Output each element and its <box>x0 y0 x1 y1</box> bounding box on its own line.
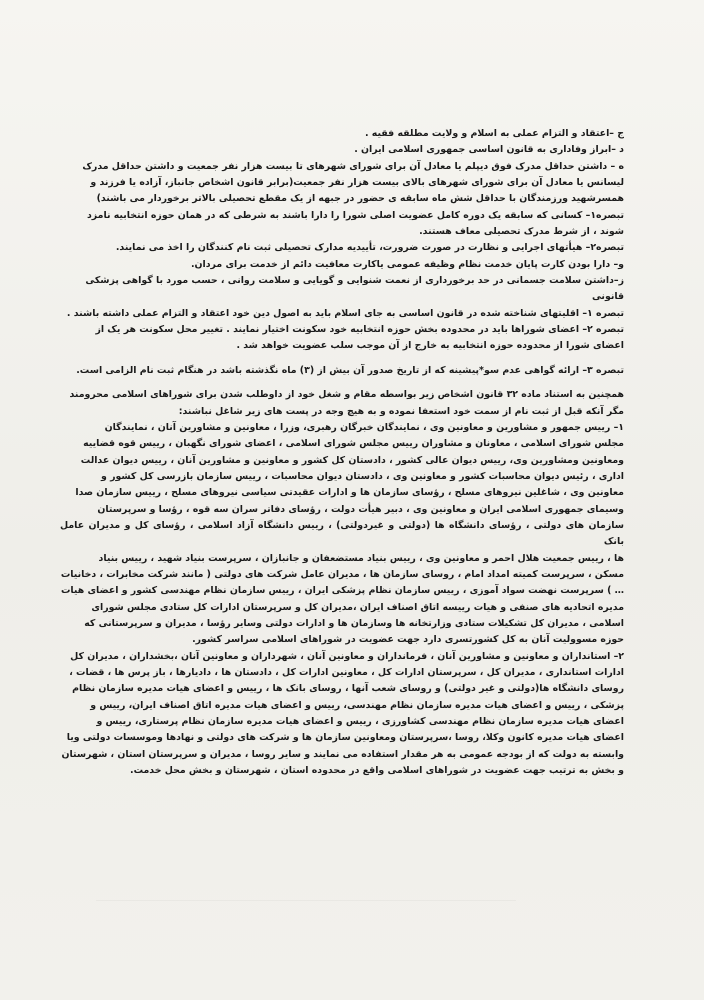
text-line: ه – داشتن حداقل مدرک فوق دیپلم یا معادل آن برای شورای شهرهای تا بیست هزار نفر جمعیت و داشتن حداقل مدرک <box>82 160 624 172</box>
text-line: حوزه مسوولیت آنان به کل کشورتسری دارد جهت عضویت در شوراهای اسلامی سراسر کشور. <box>192 634 624 646</box>
text-line: ۲– استانداران و معاونین و مشاورین آنان ، فرمانداران و معاونین آنان ، شهرداران و معاونین آنان ،بخشداران ، مدیران کل <box>70 650 624 662</box>
text-line: شوند ، از شرط مدرک تحصیلی معاف هستند. <box>419 226 624 238</box>
text-line: روسای دانشگاه ها(دولتی و غیر دولتی) و روسای شعب آنها ، روسای بانک ها ، رییس و اعضای هیات مدیره سازمان نظام <box>72 683 624 695</box>
paper-blemish <box>96 900 516 901</box>
text-line: اسلامی ، مدیران کل تشکیلات ستادی وزارتخانه ها وسازمان ها و ادارات دولتی وسایر رؤسا ، مدیران و سرپرستانی که <box>84 617 624 629</box>
text-line: همچنین به استناد ماده ۳۲ قانون اشخاص زیر بواسطه مقام و شغل خود از داوطلب شدن برای شوراهای اسلامی محرومند <box>69 389 624 401</box>
text-line: اداری ، رئیس دیوان محاسبات کشور و معاونین وی ، دادستان دیوان محاسبات ، رییس سازمان بازرسی کل کشور و <box>101 470 624 482</box>
text-line: ۱– رییس جمهور و مشاورین و معاونین وی ، نمایندگان خبرگان رهبری، وزرا ، معاونین و مشاورین آنان ، نمایندگان <box>104 421 624 433</box>
text-line: پزشکی ، رییس و اعضای هیات مدیره سازمان نظام مهندسی، رییس و اعضای هیات مدیره اتاق اصناف ایران، رییس و <box>90 699 624 711</box>
text-line: تبصره ۱– اقلیتهای شناخته شده در قانون اساسی به جای اسلام باید به اصول دین خود اعتقاد و التزام عملی داشته باشند . <box>66 307 624 319</box>
document-body <box>60 126 624 779</box>
text-line: همسرشهید ورزمندگان با حداقل شش ماه سابقه ی حضور در جبهه از یک مقطع تحصیلی بالاتر برخوردار می باشند) <box>96 193 624 205</box>
text-line: تبصره۱– کسانی که سابقه یک دوره کامل عضویت اصلی شورا را دارا باشند به شرطی که در همان حوزه انتخابیه نامزد <box>87 209 624 221</box>
text-line: ز–داشتن سلامت جسمانی در حد برخورداری از نعمت شنوایی و گویایی و سلامت روانی ، حسب مورد با گواهی پزشکی <box>85 275 624 287</box>
text-line: سازمان های دولتی ، رؤسای دانشگاه ها (دولتی و غیردولتی) ، رییس دانشگاه آزاد اسلامی ، رؤسای کل و مدیران عامل بانک <box>60 519 624 548</box>
text-line: قانونی <box>591 291 624 303</box>
text-line: لیسانس یا معادل آن برای شورای شهرهای بالای بیست هزار نفر جمعیت(برابر قانون اشخاص جانباز، آزاده یا فرزند و <box>90 177 624 189</box>
text-line: و بخش به ترتیب جهت عضویت در شوراهای اسلامی واقع در محدوده استان ، شهرستان و بخش محل خدمت. <box>130 765 624 777</box>
text-line: وابسته به دولت که از بودجه عمومی به هر مقدار استفاده می نمایند و سایر روسا ، مدیران و سرپرستان استان ، شهرستان <box>61 748 624 760</box>
text-line: و– دارا بودن کارت پایان خدمت نظام وظیفه عمومی یاکارت معافیت دائم از خدمت برای مردان. <box>190 258 624 270</box>
clause-jim: ج –اعتقاد و التزام عملی به اسلام و ولایت مطلقه فقیه . <box>364 128 624 139</box>
text-line: معاونین وی ، شاغلین نیروهای مسلح ، رؤسای سازمان ها و ادارات عقیدتی سیاسی نیروهای مسلح ، رییس سازمان صدا <box>75 487 624 499</box>
text-line: اعضای هیات مدیره کانون وکلا، روسا ،سرپرستان ومعاونین سازمان ها و شرکت های دولتی و نهادها وموسسات دولتی ویا <box>66 732 624 744</box>
text-line: مجلس شورای اسلامی ، معاونان و مشاوران رییس مجلس شورای اسلامی ، اعضای شورای نگهبان ، رییس قوه قضاییه <box>83 438 624 450</box>
text-line: ادارات استانداری ، مدیران کل ، سرپرستان ادارات کل ، معاونین ادارات کل ، دادستان ها ، دادیارها ، باز پرس ها ، قضات ، <box>69 667 624 678</box>
text-line: … ) سرپرست نهضت سواد آموزی ، رییس سازمان نظام پزشکی ایران ، رییس سازمان نظام مهندسی کشور و اعضای هیات <box>60 585 624 597</box>
text-line: ومعاونین ومشاورین وی، رییس دیوان عالی کشور ، دادستان کل کشور و معاونین و مشاورین آنان ، رییس دیوان عدالت <box>80 454 624 466</box>
text-line: مسکن ، سرپرست کمیته امداد امام ، روسای سازمان ها ، مدیران عامل شرکت های دولتی ( مانند شرکت مخابرات ، دخانیات <box>60 568 624 580</box>
text-line: اعضای هیات مدیره سازمان نظام مهندسی کشاورزی ، رییس و اعضای هیات مدیره سازمان نظام پرستاری، رییس و <box>96 716 624 728</box>
text-line: اعضای شورا از محدوده حوزه انتخابیه به خارج از آن موجب سلب عضویت خواهد شد . <box>236 340 624 352</box>
text-line: تبصره ۲– اعضای شوراها باید در محدوده بخش حوزه انتخابیه خود سکونت اختیار نمایند . تغییر محل سکونت هر یک از <box>95 324 624 336</box>
text-line: مدیره اتحادیه های صنفی و هیات رییسه اتاق اصناف ایران ،مدیران کل و سرپرستان ادارات کل ستادی مجلس شورای <box>91 601 624 613</box>
text-line: وسیمای جمهوری اسلامی ایران و معاونین وی ، دبیر هیأت دولت ، رؤسای دفاتر سران سه قوه ، رؤسا و سرپرستان <box>97 503 624 515</box>
clause-dal: د –ابراز وفاداری به قانون اساسی جمهوری اسلامی ایران . <box>354 144 624 156</box>
text-line: مگر آنکه قبل از ثبت نام از سمت خود استعفا نموده و به هیچ وجه در پست های زیر شاغل نباشند: <box>178 405 624 417</box>
text-line: تبصره۲– هیأتهای اجرایی و نظارت در صورت ضرورت، تأییدیه مدارک تحصیلی ثبت نام کنندگان را اخذ می نمایند. <box>115 242 624 254</box>
text-line: ها ، رییس جمعیت هلال احمر و معاونین وی ، رییس بنیاد مستضعفان و جانبازان ، سرپرست بنیاد شهید ، رییس بنیاد <box>98 552 624 564</box>
text-line: تبصره ۳– ارائه گواهی عدم سو*پیشینه که از تاریخ صدور آن بیش از (۳) ماه نگذشته باشد در هنگام ثبت نام الزامی است. <box>76 364 624 376</box>
